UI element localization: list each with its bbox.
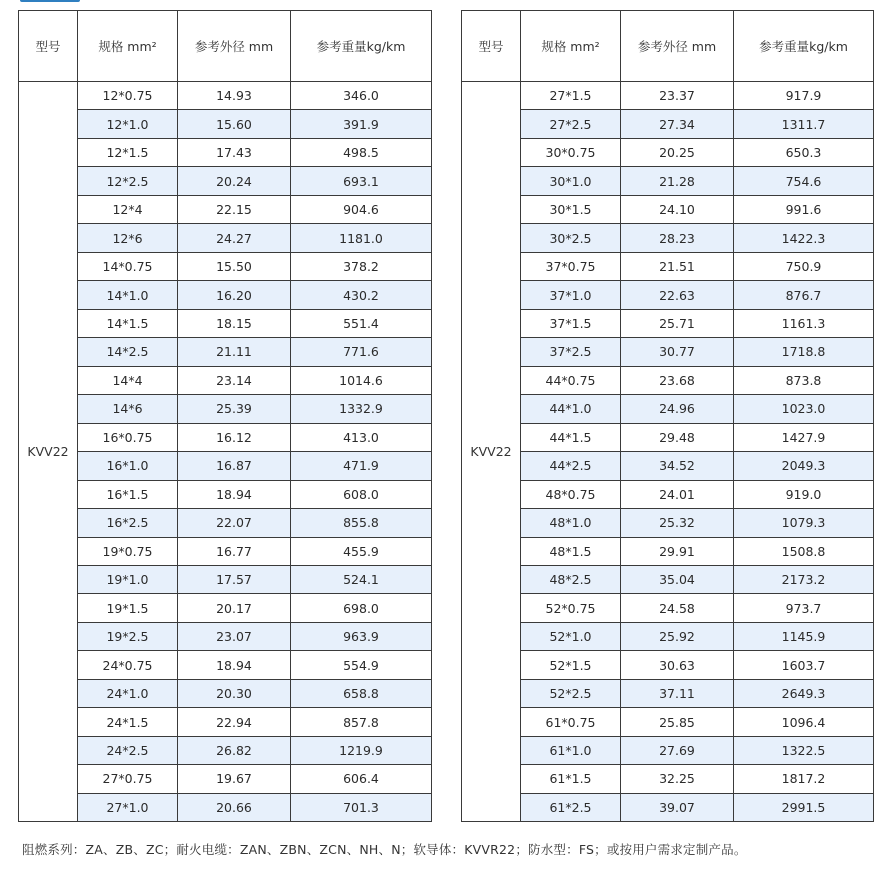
spec-cell: 48*2.5 (521, 565, 621, 593)
weight-cell: 2173.2 (734, 565, 874, 593)
spec-cell: 30*2.5 (521, 224, 621, 252)
table-row (19, 509, 432, 537)
diameter-cell: 16.12 (178, 423, 291, 451)
table-row (462, 793, 874, 821)
diameter-cell: 21.51 (621, 252, 734, 280)
spec-cell: 27*1.5 (521, 82, 621, 110)
spec-cell: 19*0.75 (78, 537, 178, 565)
table-row (462, 537, 874, 565)
weight-cell: 2049.3 (734, 452, 874, 480)
table-row (19, 480, 432, 508)
spec-cell: 61*2.5 (521, 793, 621, 821)
weight-cell: 1079.3 (734, 509, 874, 537)
diameter-cell: 19.67 (178, 765, 291, 793)
header-spec: 规格 mm² (78, 11, 178, 82)
weight-cell: 1422.3 (734, 224, 874, 252)
weight-cell: 973.7 (734, 594, 874, 622)
diameter-cell: 26.82 (178, 736, 291, 764)
table-row (462, 366, 874, 394)
weight-cell: 876.7 (734, 281, 874, 309)
model-cell: KVV22 (462, 82, 521, 822)
table-row (462, 82, 874, 110)
weight-cell: 1145.9 (734, 622, 874, 650)
weight-cell: 963.9 (291, 622, 432, 650)
table-row (19, 765, 432, 793)
header-weight: 参考重量kg/km (734, 11, 874, 82)
diameter-cell: 35.04 (621, 565, 734, 593)
spec-cell: 61*0.75 (521, 708, 621, 736)
diameter-cell: 14.93 (178, 82, 291, 110)
table-row (462, 338, 874, 366)
spec-cell: 61*1.5 (521, 765, 621, 793)
table-row (19, 622, 432, 650)
spec-cell: 12*2.5 (78, 167, 178, 195)
weight-cell: 2991.5 (734, 793, 874, 821)
weight-cell: 750.9 (734, 252, 874, 280)
diameter-cell: 24.27 (178, 224, 291, 252)
spec-cell: 37*2.5 (521, 338, 621, 366)
spec-cell: 44*0.75 (521, 366, 621, 394)
table-row (19, 281, 432, 309)
diameter-cell: 16.87 (178, 452, 291, 480)
diameter-cell: 18.15 (178, 309, 291, 337)
diameter-cell: 30.63 (621, 651, 734, 679)
table-row (462, 480, 874, 508)
spec-cell: 30*1.0 (521, 167, 621, 195)
spec-cell: 14*1.5 (78, 309, 178, 337)
table-body (19, 82, 432, 822)
diameter-cell: 20.24 (178, 167, 291, 195)
spec-cell: 14*6 (78, 395, 178, 423)
diameter-cell: 20.17 (178, 594, 291, 622)
table-row (462, 765, 874, 793)
table-row (462, 167, 874, 195)
section-title-bar (20, 0, 80, 2)
diameter-cell: 25.71 (621, 309, 734, 337)
spec-cell: 19*1.0 (78, 565, 178, 593)
spec-cell: 16*2.5 (78, 509, 178, 537)
diameter-cell: 24.58 (621, 594, 734, 622)
table-row (19, 736, 432, 764)
diameter-cell: 34.52 (621, 452, 734, 480)
spec-cell: 14*2.5 (78, 338, 178, 366)
table-row (19, 309, 432, 337)
weight-cell: 551.4 (291, 309, 432, 337)
spec-cell: 44*1.5 (521, 423, 621, 451)
spec-cell: 24*2.5 (78, 736, 178, 764)
spec-cell: 27*1.0 (78, 793, 178, 821)
weight-cell: 606.4 (291, 765, 432, 793)
spec-table-right (461, 10, 874, 822)
weight-cell: 701.3 (291, 793, 432, 821)
spec-cell: 14*0.75 (78, 252, 178, 280)
spec-cell: 37*1.5 (521, 309, 621, 337)
diameter-cell: 24.01 (621, 480, 734, 508)
table-row (19, 224, 432, 252)
diameter-cell: 15.60 (178, 110, 291, 138)
table-row (462, 679, 874, 707)
weight-cell: 471.9 (291, 452, 432, 480)
table-row (462, 195, 874, 223)
weight-cell: 658.8 (291, 679, 432, 707)
spec-cell: 16*0.75 (78, 423, 178, 451)
weight-cell: 608.0 (291, 480, 432, 508)
weight-cell: 1311.7 (734, 110, 874, 138)
diameter-cell: 32.25 (621, 765, 734, 793)
weight-cell: 1332.9 (291, 395, 432, 423)
spec-cell: 24*1.0 (78, 679, 178, 707)
diameter-cell: 25.85 (621, 708, 734, 736)
weight-cell: 1508.8 (734, 537, 874, 565)
weight-cell: 650.3 (734, 138, 874, 166)
weight-cell: 1096.4 (734, 708, 874, 736)
weight-cell: 698.0 (291, 594, 432, 622)
weight-cell: 991.6 (734, 195, 874, 223)
spec-cell: 16*1.5 (78, 480, 178, 508)
diameter-cell: 37.11 (621, 679, 734, 707)
diameter-cell: 20.66 (178, 793, 291, 821)
diameter-cell: 22.94 (178, 708, 291, 736)
spec-cell: 19*2.5 (78, 622, 178, 650)
table-row (462, 252, 874, 280)
spec-cell: 12*6 (78, 224, 178, 252)
table-row (462, 395, 874, 423)
table-row (19, 252, 432, 280)
diameter-cell: 29.91 (621, 537, 734, 565)
spec-cell: 14*4 (78, 366, 178, 394)
diameter-cell: 23.37 (621, 82, 734, 110)
weight-cell: 1427.9 (734, 423, 874, 451)
spec-cell: 14*1.0 (78, 281, 178, 309)
weight-cell: 904.6 (291, 195, 432, 223)
table-row (462, 224, 874, 252)
diameter-cell: 20.30 (178, 679, 291, 707)
diameter-cell: 39.07 (621, 793, 734, 821)
table-row (19, 537, 432, 565)
model-cell: KVV22 (19, 82, 78, 822)
spec-cell: 48*0.75 (521, 480, 621, 508)
weight-cell: 693.1 (291, 167, 432, 195)
table-row (462, 708, 874, 736)
weight-cell: 1219.9 (291, 736, 432, 764)
weight-cell: 455.9 (291, 537, 432, 565)
spec-cell: 61*1.0 (521, 736, 621, 764)
diameter-cell: 22.63 (621, 281, 734, 309)
header-diameter: 参考外径 mm (178, 11, 291, 82)
weight-cell: 524.1 (291, 565, 432, 593)
weight-cell: 771.6 (291, 338, 432, 366)
diameter-cell: 18.94 (178, 480, 291, 508)
diameter-cell: 25.32 (621, 509, 734, 537)
weight-cell: 378.2 (291, 252, 432, 280)
table-row (462, 736, 874, 764)
diameter-cell: 25.92 (621, 622, 734, 650)
diameter-cell: 21.11 (178, 338, 291, 366)
weight-cell: 498.5 (291, 138, 432, 166)
diameter-cell: 29.48 (621, 423, 734, 451)
spec-cell: 12*4 (78, 195, 178, 223)
header-model: 型号 (19, 11, 78, 82)
diameter-cell: 22.07 (178, 509, 291, 537)
weight-cell: 1603.7 (734, 651, 874, 679)
table-row (19, 452, 432, 480)
diameter-cell: 24.96 (621, 395, 734, 423)
table-row (19, 167, 432, 195)
table-row (19, 594, 432, 622)
diameter-cell: 21.28 (621, 167, 734, 195)
weight-cell: 1718.8 (734, 338, 874, 366)
spec-cell: 24*0.75 (78, 651, 178, 679)
diameter-cell: 17.43 (178, 138, 291, 166)
weight-cell: 1014.6 (291, 366, 432, 394)
spec-cell: 12*1.0 (78, 110, 178, 138)
weight-cell: 855.8 (291, 509, 432, 537)
header-model: 型号 (462, 11, 521, 82)
weight-cell: 857.8 (291, 708, 432, 736)
table-row (19, 651, 432, 679)
diameter-cell: 16.20 (178, 281, 291, 309)
weight-cell: 1817.2 (734, 765, 874, 793)
table-row (462, 509, 874, 537)
spec-table-left (18, 10, 432, 822)
weight-cell: 413.0 (291, 423, 432, 451)
diameter-cell: 20.25 (621, 138, 734, 166)
diameter-cell: 27.34 (621, 110, 734, 138)
spec-cell: 27*0.75 (78, 765, 178, 793)
table-row (462, 309, 874, 337)
header-weight: 参考重量kg/km (291, 11, 432, 82)
header-diameter: 参考外径 mm (621, 11, 734, 82)
spec-cell: 37*0.75 (521, 252, 621, 280)
table-row (462, 622, 874, 650)
diameter-cell: 23.68 (621, 366, 734, 394)
spec-cell: 30*1.5 (521, 195, 621, 223)
diameter-cell: 22.15 (178, 195, 291, 223)
table-row (19, 793, 432, 821)
spec-cell: 19*1.5 (78, 594, 178, 622)
spec-cell: 48*1.5 (521, 537, 621, 565)
weight-cell: 917.9 (734, 82, 874, 110)
table-row (462, 594, 874, 622)
weight-cell: 1322.5 (734, 736, 874, 764)
table-row (19, 708, 432, 736)
spec-cell: 37*1.0 (521, 281, 621, 309)
table-row (19, 195, 432, 223)
spec-cell: 24*1.5 (78, 708, 178, 736)
diameter-cell: 16.77 (178, 537, 291, 565)
diameter-cell: 25.39 (178, 395, 291, 423)
table-row (462, 651, 874, 679)
weight-cell: 430.2 (291, 281, 432, 309)
table-row (19, 565, 432, 593)
weight-cell: 754.6 (734, 167, 874, 195)
diameter-cell: 17.57 (178, 565, 291, 593)
diameter-cell: 27.69 (621, 736, 734, 764)
weight-cell: 1023.0 (734, 395, 874, 423)
spec-cell: 52*2.5 (521, 679, 621, 707)
table-row (19, 110, 432, 138)
table-row (19, 679, 432, 707)
table-row (19, 395, 432, 423)
table-row (19, 82, 432, 110)
table-row (462, 565, 874, 593)
diameter-cell: 18.94 (178, 651, 291, 679)
table-row (462, 423, 874, 451)
table-row (462, 138, 874, 166)
table-row (462, 110, 874, 138)
diameter-cell: 30.77 (621, 338, 734, 366)
weight-cell: 554.9 (291, 651, 432, 679)
spec-cell: 52*1.0 (521, 622, 621, 650)
diameter-cell: 24.10 (621, 195, 734, 223)
table-row (19, 423, 432, 451)
table-row (19, 366, 432, 394)
diameter-cell: 23.14 (178, 366, 291, 394)
weight-cell: 1181.0 (291, 224, 432, 252)
spec-cell: 16*1.0 (78, 452, 178, 480)
weight-cell: 873.8 (734, 366, 874, 394)
spec-cell: 27*2.5 (521, 110, 621, 138)
table-body (462, 82, 874, 822)
weight-cell: 919.0 (734, 480, 874, 508)
footnote-text: 阻燃系列：ZA、ZB、ZC；耐火电缆：ZAN、ZBN、ZCN、NH、N；软导体：KVVR22；防水型：FS；或按用户需求定制产品。 (22, 842, 747, 857)
table-header-row (462, 11, 874, 82)
table-row (462, 281, 874, 309)
spec-cell: 44*1.0 (521, 395, 621, 423)
table-row (462, 452, 874, 480)
table-row (19, 138, 432, 166)
header-spec: 规格 mm² (521, 11, 621, 82)
spec-cell: 52*0.75 (521, 594, 621, 622)
diameter-cell: 15.50 (178, 252, 291, 280)
weight-cell: 1161.3 (734, 309, 874, 337)
diameter-cell: 23.07 (178, 622, 291, 650)
spec-cell: 12*0.75 (78, 82, 178, 110)
weight-cell: 346.0 (291, 82, 432, 110)
table-header-row (19, 11, 432, 82)
spec-cell: 44*2.5 (521, 452, 621, 480)
table-row (19, 338, 432, 366)
weight-cell: 391.9 (291, 110, 432, 138)
spec-cell: 52*1.5 (521, 651, 621, 679)
diameter-cell: 28.23 (621, 224, 734, 252)
spec-cell: 30*0.75 (521, 138, 621, 166)
spec-cell: 48*1.0 (521, 509, 621, 537)
weight-cell: 2649.3 (734, 679, 874, 707)
spec-cell: 12*1.5 (78, 138, 178, 166)
